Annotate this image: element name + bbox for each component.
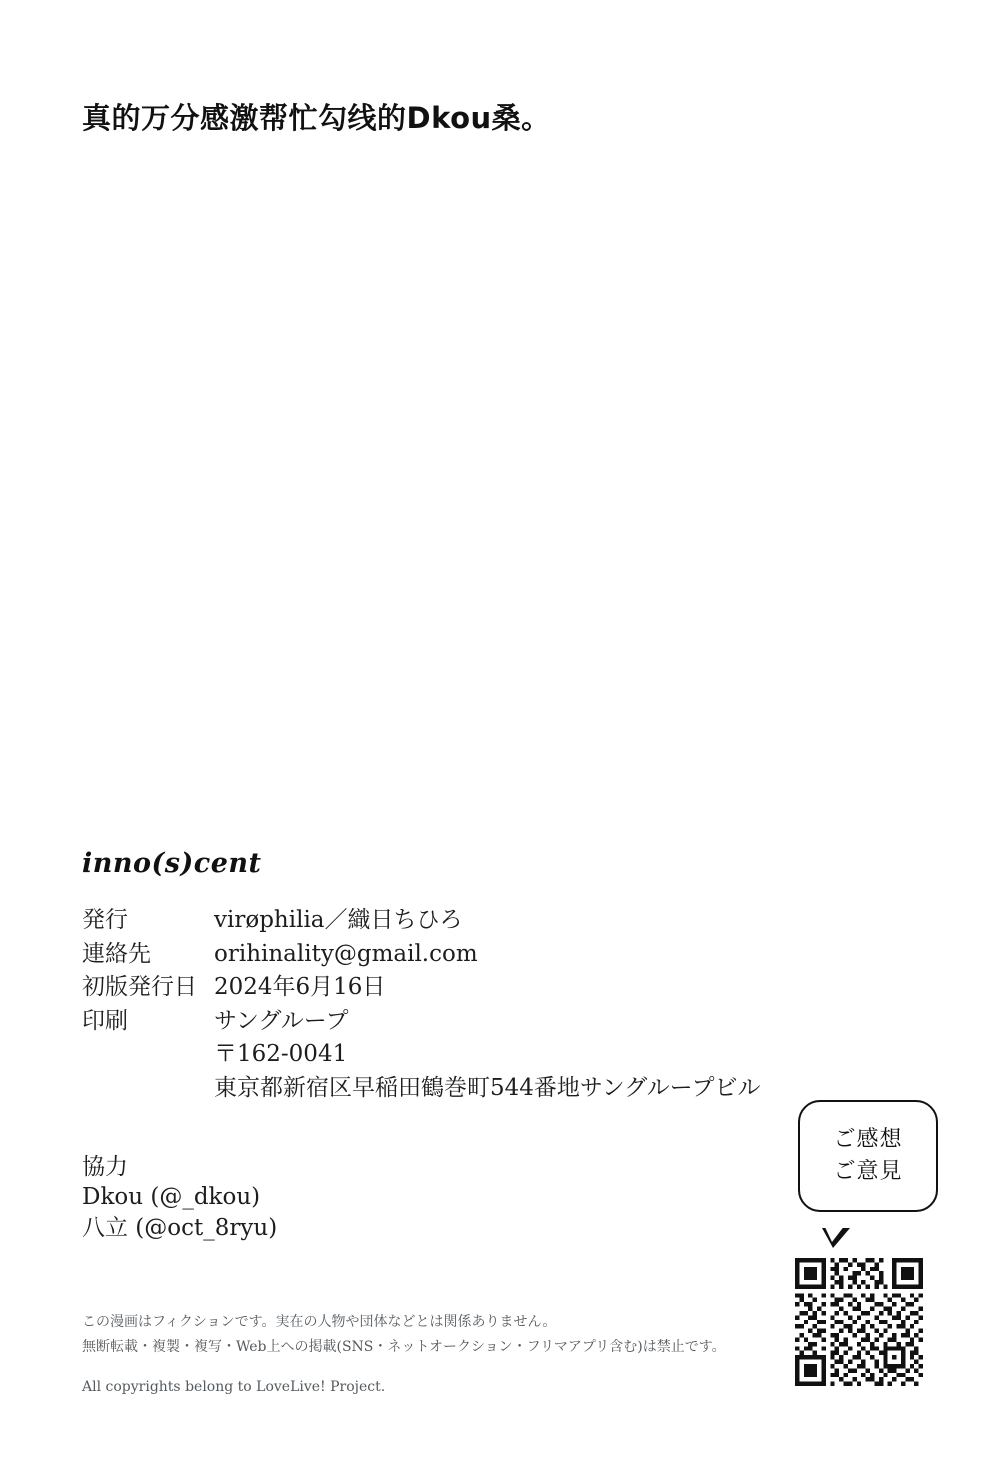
info-label-blank-2 xyxy=(82,1073,214,1107)
legal-spacer xyxy=(82,1359,726,1375)
info-label-contact: 連絡先 xyxy=(82,940,151,967)
info-value-printer: サングループ xyxy=(214,1007,349,1034)
colophon-title: inno(s)cent xyxy=(82,848,262,879)
bubble-line-2: ご意見 xyxy=(833,1159,903,1184)
legal-line-copyright: All copyrights belong to LoveLive! Project. xyxy=(82,1379,386,1395)
helper-name-2: 八立 (@oct_8ryu) xyxy=(82,1214,278,1241)
info-label-blank xyxy=(82,1039,214,1073)
table-row xyxy=(82,1073,760,1107)
info-value-publisher: virøphilia／織日ちひろ xyxy=(214,907,463,933)
info-label-printer: 印刷 xyxy=(82,1007,128,1034)
table-row xyxy=(82,939,760,973)
info-value-postal-code: 〒162-0041 xyxy=(214,1041,348,1068)
info-label-publisher: 発行 xyxy=(82,907,128,933)
legal-line-reproduction: 無断転載・複製・複写・Web上への掲載(SNS・ネットオークション・フリマアプリ含む)は禁止です。 xyxy=(82,1338,726,1355)
helpers-block xyxy=(82,1152,277,1243)
qr-code[interactable] xyxy=(795,1258,923,1386)
bubble-body xyxy=(798,1100,938,1212)
top-credit-text: 真的万分感激帮忙勾线的Dkou桑。 xyxy=(82,101,551,135)
feedback-bubble xyxy=(798,1100,938,1212)
info-label-first-edition-date: 初版発行日 xyxy=(82,974,197,1001)
helper-name-1: Dkou (@_dkou) xyxy=(82,1184,261,1211)
table-row xyxy=(82,1006,760,1040)
info-value-first-edition-date: 2024年6月16日 xyxy=(214,974,386,1001)
table-row xyxy=(82,972,760,1006)
info-value-contact: orihinality@gmail.com xyxy=(214,940,478,967)
publication-info-table xyxy=(82,905,760,1106)
table-row xyxy=(82,1039,760,1073)
info-value-address: 東京都新宿区早稲田鶴巻町544番地サングループビル xyxy=(214,1074,761,1101)
colophon-block xyxy=(82,848,782,1106)
legal-line-fiction: この漫画はフィクションです。実在の人物や団体などとは関係ありません。 xyxy=(82,1314,557,1330)
table-row xyxy=(82,905,760,939)
bubble-line-1: ご感想 xyxy=(833,1127,903,1153)
legal-notice-block xyxy=(82,1310,726,1400)
helpers-heading: 協力 xyxy=(82,1154,128,1180)
